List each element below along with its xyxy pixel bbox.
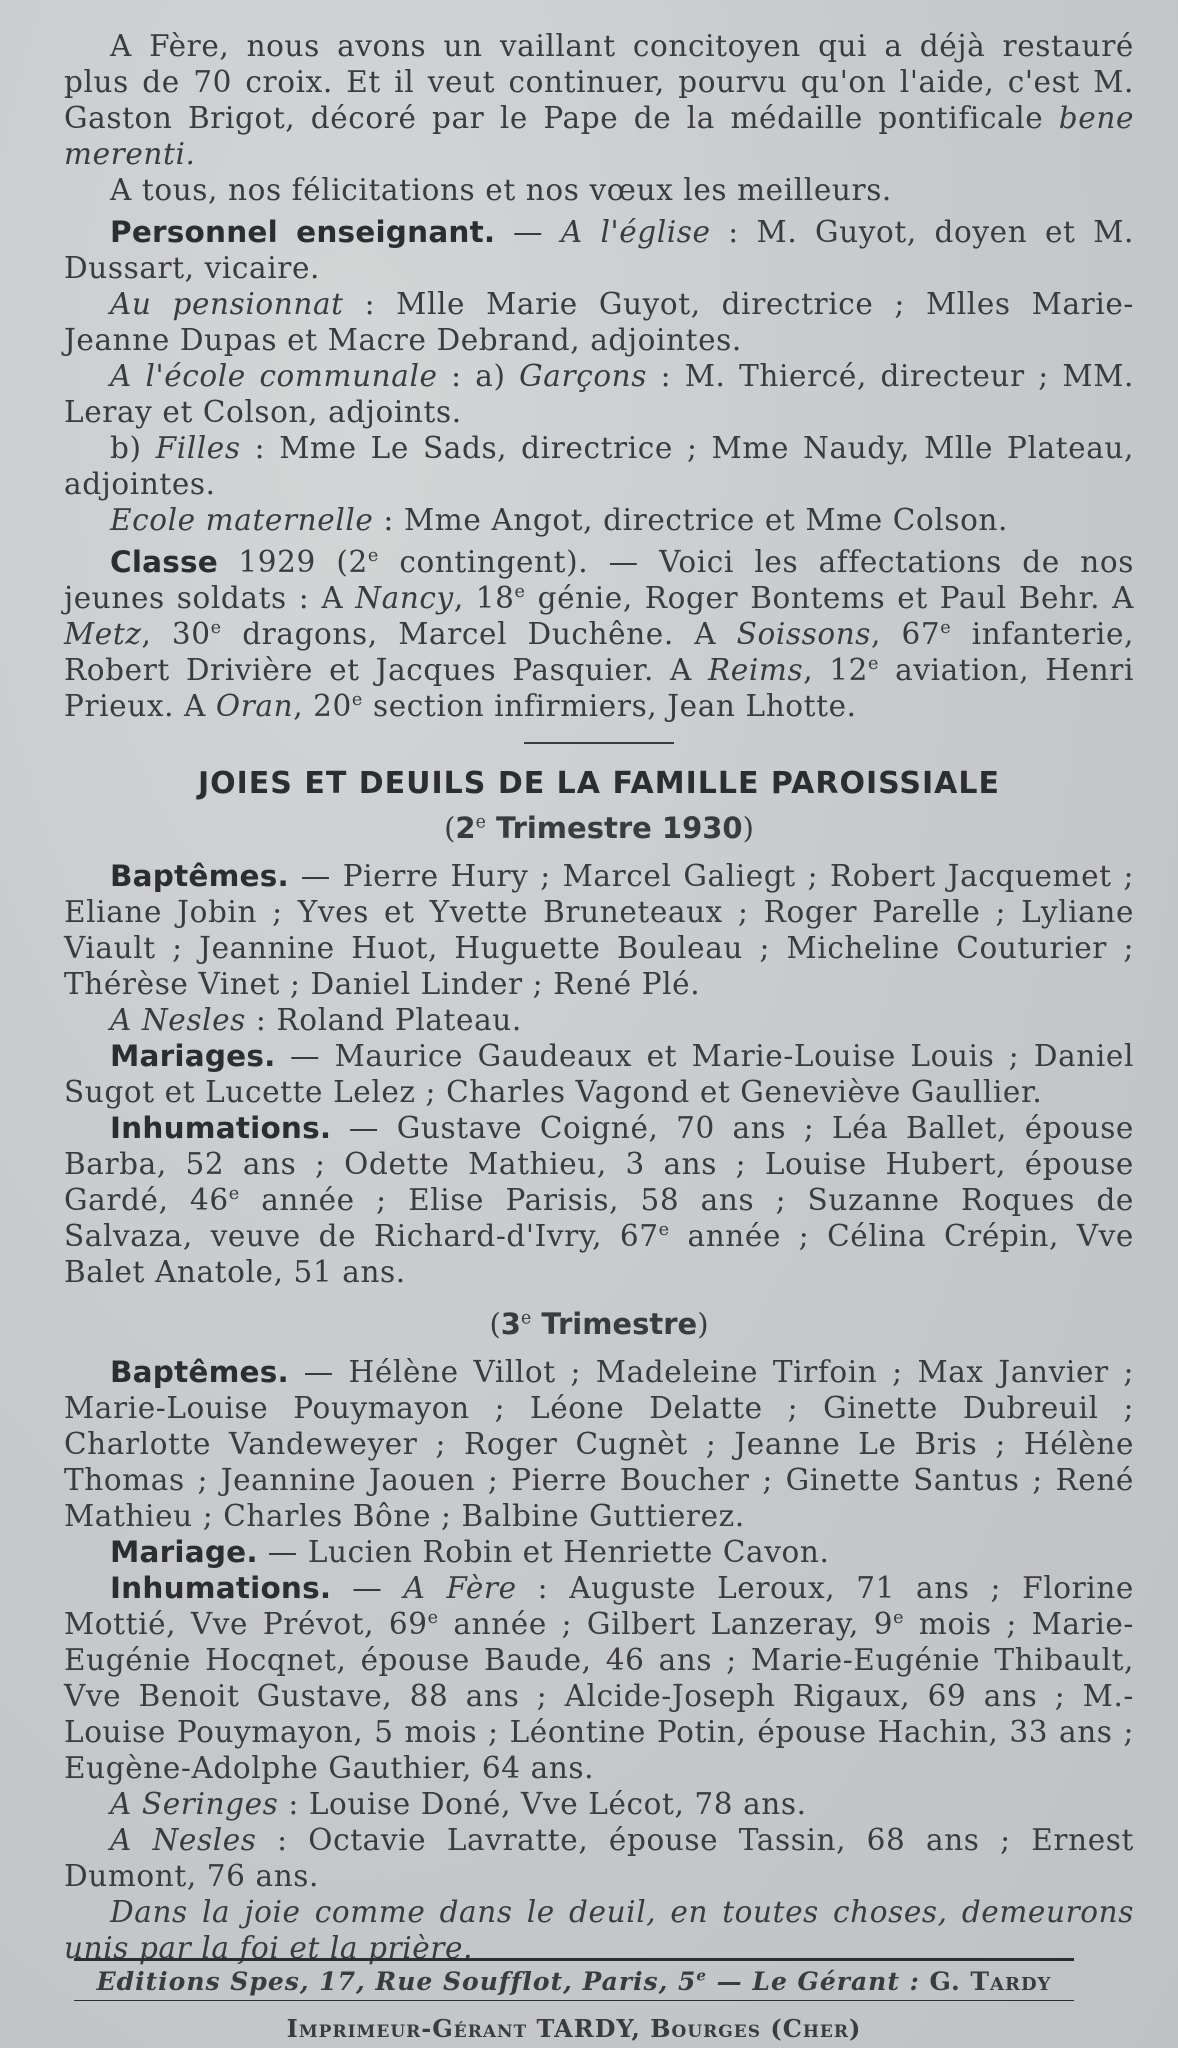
maternelle-paragraph: Ecole maternelle : Mme Angot, directrice et Mme Colson. bbox=[110, 503, 1009, 537]
printer-line: Imprimeur-Gérant TARDY, Bourges (Cher) bbox=[286, 2014, 862, 2043]
q3-mariage: Mariage. — Lucien Robin et Henriette Cavon. bbox=[110, 1535, 830, 1569]
q3-inhumations: Inhumations. — A Fère : Auguste Leroux, 71 ans ; Florine Mottié, Vve Prévot, 69e année ; Gilbert Lanzeray, 9e mois ; Marie-Eugénie Hocqnet, épouse Baude, 46 ans ; Marie-Eugénie Thibault, Vve Benoit Gustave, 88 ans ; Alcide-Joseph Rigaux, 69 ans ; M.-Louise Pouymayon, 5 mois ; Léontine Potin, épouse Hachin, 33 ans ; Eugène-Adolphe Gauthier, 64 ans. bbox=[64, 1571, 1134, 1785]
intro-paragraph: A Fère, nous avons un vaillant concitoyen qui a déjà restauré plus de 70 croix. Et il veut continuer, pourvu qu'on l'aide, c'est M. Gaston Brigot, décoré par le Pape de la médaille pontificale bene merenti. bbox=[64, 29, 1134, 171]
filles-paragraph: b) Filles : Mme Le Sads, directrice ; Mme Naudy, Mlle Plateau, adjointes. bbox=[64, 431, 1134, 501]
classe-paragraph: Classe 1929 (2e contingent). — Voici les affectations de nos jeunes soldats : A Nancy, 18e génie, Roger Bontems et Paul Behr. A Metz, 30e dragons, Marcel Duchêne. A Soissons, 67e infanterie, Robert Drivière et Jacques Pasquier. A Reims, 12e aviation, Henri Prieux. A Oran, 20e section infirmiers, Jean Lhotte. bbox=[64, 545, 1135, 723]
q3-subtitle: (3e Trimestre) bbox=[489, 1307, 709, 1341]
classe-heading: Classe bbox=[110, 545, 218, 579]
q3-nesles: A Nesles : Octavie Lavratte, épouse Tassin, 68 ans ; Ernest Dumont, 76 ans. bbox=[64, 1823, 1134, 1893]
q2-baptemes: Baptêmes. — Pierre Hury ; Marcel Galiegt ; Robert Jacquemet ; Eliane Jobin ; Yves et Yvette Bruneteaux ; Roger Parelle ; Lyliane Viault ; Jeannine Huot, Huguette Bouleau ; Micheline Couturier ; Thérèse Vinet ; Daniel Linder ; René Plé. bbox=[64, 859, 1134, 1001]
q2-nesles: A Nesles : Roland Plateau. bbox=[110, 1003, 522, 1037]
publisher-footer: Editions Spes, 17, Rue Soufflot, Paris, 5e — Le Gérant : G. Tardy bbox=[74, 1958, 1074, 2001]
q2-inhumations: Inhumations. — Gustave Coigné, 70 ans ; Léa Ballet, épouse Barba, 52 ans ; Odette Mathieu, 3 ans ; Louise Hubert, épouse Gardé, 46e année ; Elise Parisis, 58 ans ; Suzanne Roques de Salvaza, veuve de Richard-d'Ivry, 67e année ; Célina Crépin, Vve Balet Anatole, 51 ans. bbox=[64, 1111, 1134, 1289]
closing-paragraph: Dans la joie comme dans le deuil, en toutes choses, demeurons unis par la foi et la prière. bbox=[64, 1895, 1134, 1965]
section-title: JOIES ET DEUILS DE LA FAMILLE PAROISSIALE bbox=[197, 766, 1000, 801]
q2-subtitle: (2e Trimestre 1930) bbox=[444, 811, 754, 845]
q2-mariages: Mariages. — Maurice Gaudeaux et Marie-Louise Louis ; Daniel Sugot et Lucette Lelez ; Charles Vagond et Geneviève Gaullier. bbox=[64, 1039, 1134, 1109]
ecole-communale-paragraph: A l'école communale : a) Garçons : M. Thiercé, directeur ; MM. Leray et Colson, adjoints. bbox=[64, 359, 1134, 429]
q3-baptemes: Baptêmes. — Hélène Villot ; Madeleine Tirfoin ; Max Janvier ; Marie-Louise Pouymayon ; Léone Delatte ; Ginette Dubreuil ; Charlotte Vandeweyer ; Roger Cugnèt ; Jeanne Le Bris ; Hélène Thomas ; Jeannine Jaouen ; Pierre Boucher ; Ginette Santus ; René Mathieu ; Charles Bône ; Balbine Guttierez. bbox=[64, 1355, 1134, 1533]
q3-seringes: A Seringes : Louise Doné, Vve Lécot, 78 ans. bbox=[110, 1787, 807, 1821]
congratulations-paragraph: A tous, nos félicitations et nos vœux les meilleurs. bbox=[110, 173, 892, 207]
personnel-heading: Personnel enseignant. bbox=[110, 215, 496, 249]
pensionnat-paragraph: Au pensionnat : Mlle Marie Guyot, directrice ; Mlles Marie-Jeanne Dupas et Macre Debrand, adjointes. bbox=[64, 287, 1134, 357]
text-column bbox=[64, 28, 1134, 1966]
section-divider bbox=[524, 742, 674, 744]
personnel-paragraph: Personnel enseignant. — A l'église : M. Guyot, doyen et M. Dussart, vicaire. bbox=[64, 215, 1134, 285]
